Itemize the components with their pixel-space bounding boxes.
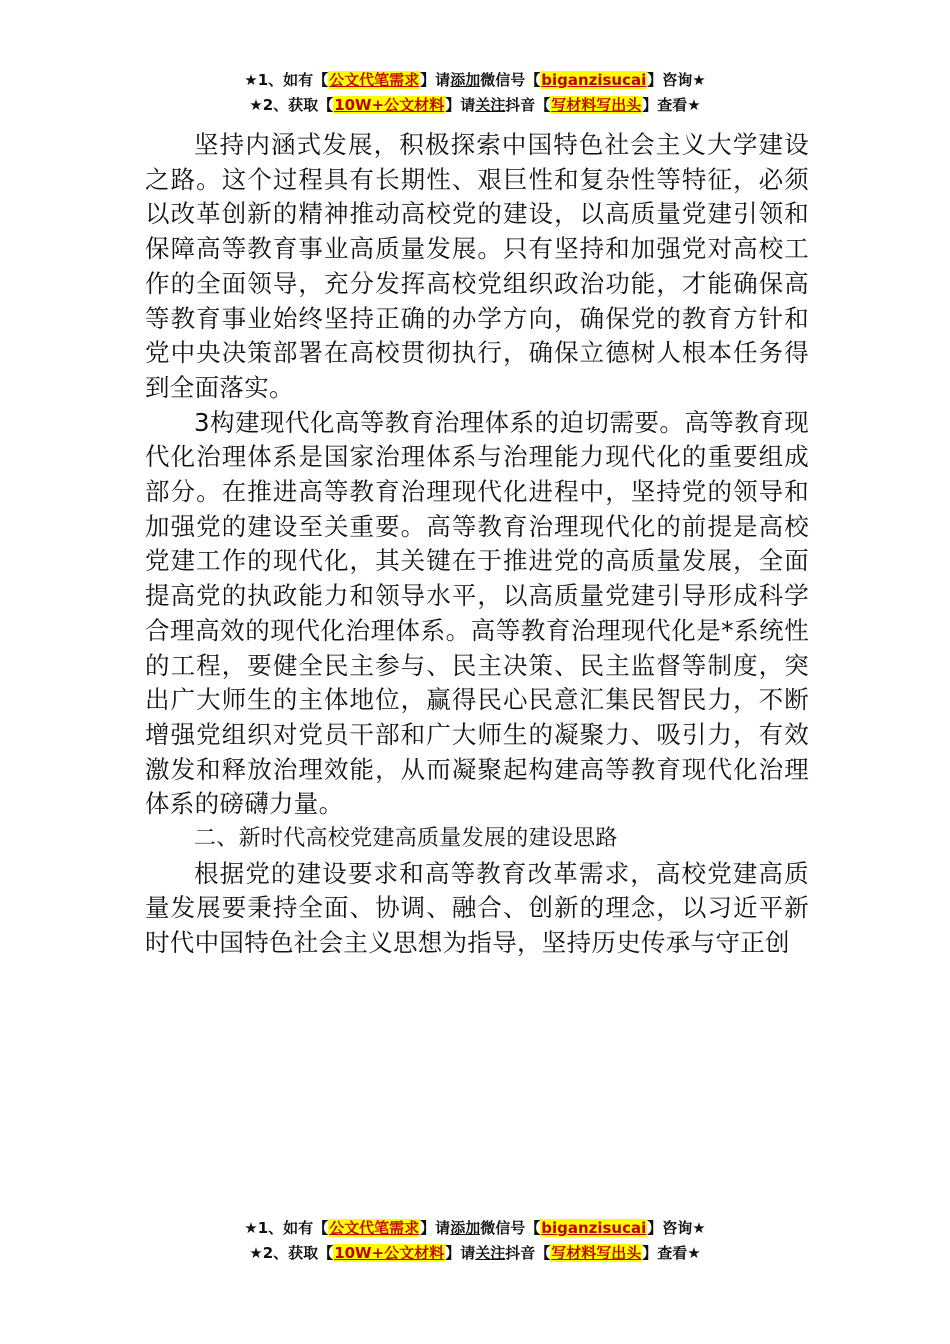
highlight-service: 公文代笔需求 (329, 71, 420, 89)
banner-text: 微信号【 (480, 71, 541, 89)
banner-text: 】查看★ (642, 1244, 701, 1262)
banner-underlined: 添加 (450, 1219, 481, 1237)
star-icon: ★ (249, 96, 263, 114)
banner-underlined: 添加 (450, 71, 481, 89)
highlight-douyin-id: 写材料写出头 (551, 96, 642, 114)
header-banner (0, 68, 950, 118)
banner-line-2 (0, 93, 950, 118)
banner-text: 】查看★ (642, 96, 701, 114)
banner-text: 抖音【 (505, 1244, 551, 1262)
highlight-douyin-id: 写材料写出头 (551, 1244, 642, 1262)
section-heading: 二、新时代高校党建高质量发展的建设思路 (194, 826, 618, 852)
banner-text: 】请 (420, 1219, 451, 1237)
highlight-materials: 10W+公文材料 (334, 96, 445, 114)
star-icon: ★ (249, 1244, 263, 1262)
banner-text: 2、获取【 (262, 96, 334, 114)
star-icon: ★ (244, 1219, 258, 1237)
banner-text: 】请 (420, 71, 451, 89)
footer-banner (0, 1216, 950, 1266)
banner-line-2 (0, 1241, 950, 1266)
banner-text: 】咨询★ (647, 1219, 706, 1237)
banner-line-1 (0, 68, 950, 93)
highlight-wechat-id: biganzisucai (541, 71, 647, 89)
banner-text: 2、获取【 (262, 1244, 334, 1262)
banner-text: 抖音【 (505, 96, 551, 114)
paragraph-2: 3构建现代化高等教育治理体系的迫切需要。高等教育现代化治理体系是国家治理体系与治理能力现代化的重要组成部分。在推进高等教育治理现代化进程中，坚持党的领导和加强党的建设至关重要。高等教育治理现代化的前提是高校党建工作的现代化，其关键在于推进党的高质量发展，全面提高党的执政能力和领导水平，以高质量党建引导形成科学合理高效的现代化治理体系。高等教育治理现代化是*系统性的工程，要健全民主参与、民主决策、民主监督等制度，突出广大师生的主体地位，赢得民心民意汇集民智民力，不断增强党组织对党员干部和广大师生的凝聚力、吸引力，有效激发和释放治理效能，从而凝聚起构建高等教育现代化治理体系的磅礴力量。 (145, 407, 809, 819)
banner-text: 】咨询★ (647, 71, 706, 89)
highlight-wechat-id: biganzisucai (541, 1219, 647, 1237)
banner-text: 】请 (445, 1244, 476, 1262)
banner-line-1 (0, 1216, 950, 1241)
banner-underlined: 关注 (475, 96, 506, 114)
highlight-service: 公文代笔需求 (329, 1219, 420, 1237)
document-body (145, 128, 809, 961)
highlight-materials: 10W+公文材料 (334, 1244, 445, 1262)
star-icon: ★ (244, 71, 258, 89)
banner-text: 】请 (445, 96, 476, 114)
banner-text: 1、如有【 (257, 71, 329, 89)
banner-text: 微信号【 (480, 1219, 541, 1237)
banner-underlined: 关注 (475, 1244, 506, 1262)
paragraph-3: 根据党的建设要求和高等教育改革需求，高校党建高质量发展要秉持全面、协调、融合、创新的理念，以习近平新时代中国特色社会主义思想为指导，坚持历史传承与守正创 (145, 858, 809, 958)
paragraph-1: 坚持内涵式发展，积极探索中国特色社会主义大学建设之路。这个过程具有长期性、艰巨性和复杂性等特征，必须以改革创新的精神推动高校党的建设，以高质量党建引领和保障高等教育事业高质量发展。只有坚持和加强党对高校工作的全面领导，充分发挥高校党组织政治功能，才能确保高等教育事业始终坚持正确的办学方向，确保党的教育方针和党中央决策部署在高校贯彻执行，确保立德树人根本任务得到全面落实。 (145, 130, 809, 402)
banner-text: 1、如有【 (257, 1219, 329, 1237)
